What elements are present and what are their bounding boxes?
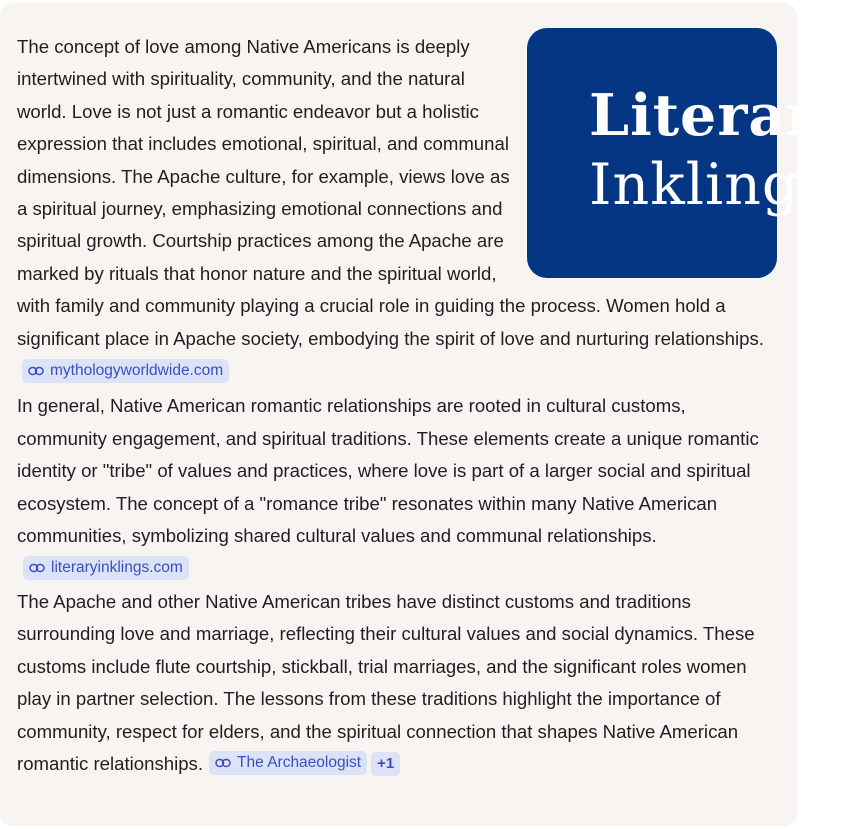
- link-icon: [29, 563, 45, 573]
- logo-line-1: Literary: [589, 82, 851, 149]
- paragraph-3: [17, 586, 779, 780]
- more-sources-chip[interactable]: +1: [371, 752, 400, 776]
- answer-card: [0, 3, 851, 826]
- paragraph-1-text: The concept of love among Native Americans is deeply intertwined with spirituality, community, and the natural world. Love is not just a romantic endeavor but a holistic expression that includes emotional, spiritual, and communal dimensions. The Apache culture, for example, views love as a spiritual journey, emphasizing emotional connections and spiritual growth. Courtship practices among the Apache are marked by rituals that honor nature and the spiritual world, with family and community playing a crucial role in guiding the process. Women hold a significant place in Apache society, embodying the spirit of love and nurturing relationships.: [17, 36, 764, 349]
- citation-chip-3[interactable]: [209, 751, 367, 775]
- paragraph-2-text: In general, Native American romantic relationships are rooted in cultural customs, community engagement, and spiritual traditions. These elements create a unique romantic identity or "tribe" of values and practices, where love is part of a larger social and spiritual ecosystem. The concept of a "romance tribe" resonates within many Native American communities, symbolizing shared cultural values and communal relationships.: [17, 395, 759, 547]
- citation-chip-1[interactable]: [22, 359, 229, 383]
- source-thumbnail[interactable]: [527, 28, 851, 278]
- citation-chip-3-label: The Archaeologist: [237, 753, 362, 771]
- answer-content: [17, 31, 851, 781]
- paragraph-2: [17, 390, 779, 584]
- paragraph-3-text: The Apache and other Native American tribes have distinct customs and traditions surrounding love and marriage, reflecting their cultural values and social dynamics. These customs include flute courtship, stickball, trial marriages, and the significant roles women play in partner selection. The lessons from these traditions highlight the importance of community, respect for elders, and the spiritual connection that shapes Native American romantic relationships.: [17, 590, 755, 774]
- citation-chip-1-label: mythologyworldwide.com: [50, 362, 224, 380]
- citation-row-1: [17, 356, 779, 388]
- link-icon: [215, 758, 231, 768]
- citation-chip-2-label: literaryinklings.com: [51, 558, 183, 576]
- link-icon: [28, 366, 44, 376]
- logo-line-2: Inklings: [589, 152, 830, 218]
- citation-chip-2[interactable]: [23, 556, 189, 580]
